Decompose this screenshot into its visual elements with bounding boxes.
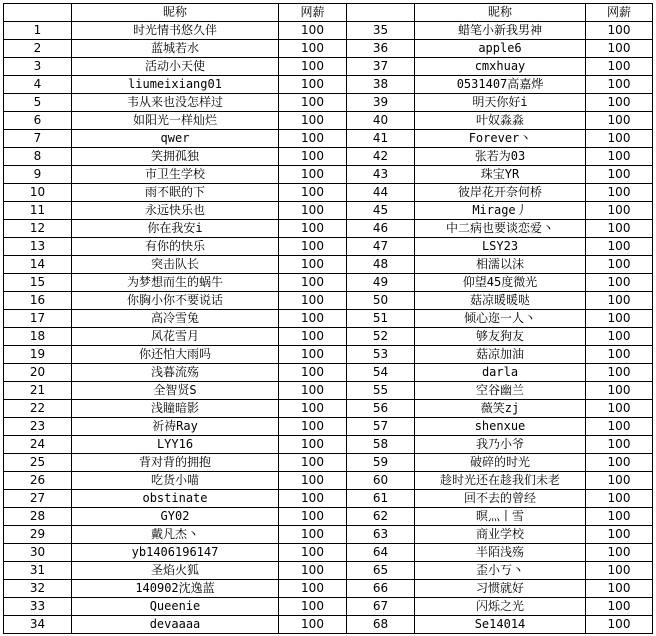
nickname-cell: 高冷雪兔 [72,310,279,328]
row-index-cell: 8 [4,148,72,166]
salary-cell: 100 [279,508,347,526]
row-index-cell: 18 [4,328,72,346]
row-index-cell: 25 [4,454,72,472]
row-index-cell: 43 [347,166,415,184]
row-index-cell: 39 [347,94,415,112]
row-index-cell: 24 [4,436,72,454]
row-index-cell: 64 [347,544,415,562]
nickname-cell: cmxhuay [415,58,586,76]
table-row [4,274,653,292]
row-index-cell: 47 [347,238,415,256]
salary-cell: 100 [586,364,653,382]
nickname-cell: 习惯就好 [415,580,586,598]
nickname-cell: 圣焰火狐 [72,562,279,580]
salary-cell: 100 [586,256,653,274]
salary-cell: 100 [279,274,347,292]
nickname-cell: 戴凡杰丶 [72,526,279,544]
row-index-cell: 15 [4,274,72,292]
nickname-cell: 如阳光一样灿烂 [72,112,279,130]
table-row [4,166,653,184]
nickname-cell: 全智贤S [72,382,279,400]
nickname-salary-table [3,3,653,634]
row-index-cell: 53 [347,346,415,364]
salary-cell: 100 [586,616,653,634]
salary-cell: 100 [586,562,653,580]
salary-cell: 100 [279,76,347,94]
salary-cell: 100 [279,598,347,616]
row-index-cell: 9 [4,166,72,184]
row-index-cell: 6 [4,112,72,130]
salary-cell: 100 [586,76,653,94]
nickname-cell: Forever丶 [415,130,586,148]
salary-cell: 100 [279,148,347,166]
salary-cell: 100 [586,148,653,166]
table-row [4,310,653,328]
row-index-cell: 12 [4,220,72,238]
nickname-cell: 背对背的拥抱 [72,454,279,472]
nickname-cell: liumeixiang01 [72,76,279,94]
nickname-cell: 突击队长 [72,256,279,274]
nickname-cell: 仰望45度微光 [415,274,586,292]
salary-cell: 100 [586,220,653,238]
row-index-cell: 3 [4,58,72,76]
salary-cell: 100 [279,364,347,382]
header-index-right [347,4,415,22]
salary-cell: 100 [279,436,347,454]
row-index-cell: 23 [4,418,72,436]
salary-cell: 100 [586,508,653,526]
nickname-cell: 吃货小喵 [72,472,279,490]
nickname-cell: darla [415,364,586,382]
row-index-cell: 42 [347,148,415,166]
nickname-cell: 趁时光还在趁我们未老 [415,472,586,490]
row-index-cell: 63 [347,526,415,544]
header-index-left [4,4,72,22]
row-index-cell: 27 [4,490,72,508]
salary-cell: 100 [586,382,653,400]
nickname-cell: GY02 [72,508,279,526]
salary-cell: 100 [279,526,347,544]
nickname-cell: Queenie [72,598,279,616]
salary-cell: 100 [279,94,347,112]
nickname-cell: 时光情书悠久伴 [72,22,279,40]
salary-cell: 100 [279,202,347,220]
salary-cell: 100 [279,184,347,202]
salary-cell: 100 [279,454,347,472]
table-row [4,562,653,580]
row-index-cell: 40 [347,112,415,130]
salary-cell: 100 [279,256,347,274]
table-row [4,94,653,112]
nickname-cell: 蓝城若水 [72,40,279,58]
table-row [4,490,653,508]
row-index-cell: 16 [4,292,72,310]
row-index-cell: 45 [347,202,415,220]
nickname-cell: Se14014 [415,616,586,634]
nickname-cell: 你在我安i [72,220,279,238]
row-index-cell: 60 [347,472,415,490]
nickname-cell: 笑拥孤独 [72,148,279,166]
row-index-cell: 2 [4,40,72,58]
table-row [4,454,653,472]
salary-cell: 100 [279,418,347,436]
row-index-cell: 11 [4,202,72,220]
nickname-cell: 风花雪月 [72,328,279,346]
table-row [4,544,653,562]
nickname-cell: qwer [72,130,279,148]
nickname-cell: 雨不眠的下 [72,184,279,202]
salary-cell: 100 [279,58,347,76]
nickname-cell: Mirage丿 [415,202,586,220]
row-index-cell: 48 [347,256,415,274]
row-index-cell: 30 [4,544,72,562]
salary-cell: 100 [279,382,347,400]
salary-cell: 100 [586,454,653,472]
nickname-cell: 市卫生学校 [72,166,279,184]
row-index-cell: 17 [4,310,72,328]
row-index-cell: 7 [4,130,72,148]
nickname-cell: 暝灬丨雪 [415,508,586,526]
table-row [4,292,653,310]
table-row [4,58,653,76]
nickname-cell: 薇笑zj [415,400,586,418]
salary-cell: 100 [586,598,653,616]
nickname-cell: 菇凉暖暖哒 [415,292,586,310]
nickname-cell: shenxue [415,418,586,436]
nickname-cell: 浅瞳暗影 [72,400,279,418]
table-row [4,472,653,490]
nickname-cell: 为梦想而生的蜗牛 [72,274,279,292]
row-index-cell: 31 [4,562,72,580]
nickname-cell: 中二病也要谈恋爱丶 [415,220,586,238]
salary-cell: 100 [279,310,347,328]
table-row [4,76,653,94]
row-index-cell: 10 [4,184,72,202]
row-index-cell: 33 [4,598,72,616]
nickname-cell: 张若为03 [415,148,586,166]
table-row [4,22,653,40]
salary-cell: 100 [586,472,653,490]
salary-cell: 100 [279,346,347,364]
row-index-cell: 57 [347,418,415,436]
salary-cell: 100 [279,238,347,256]
row-index-cell: 34 [4,616,72,634]
row-index-cell: 21 [4,382,72,400]
row-index-cell: 68 [347,616,415,634]
table-row [4,202,653,220]
table-row [4,616,653,634]
salary-cell: 100 [586,490,653,508]
row-index-cell: 55 [347,382,415,400]
nickname-cell: 珠宝YR [415,166,586,184]
nickname-cell: yb1406196147 [72,544,279,562]
salary-cell: 100 [586,310,653,328]
nickname-cell: 蜡笔小新我男神 [415,22,586,40]
salary-cell: 100 [586,274,653,292]
row-index-cell: 22 [4,400,72,418]
row-index-cell: 41 [347,130,415,148]
row-index-cell: 28 [4,508,72,526]
row-index-cell: 62 [347,508,415,526]
nickname-cell: 永远快乐也 [72,202,279,220]
nickname-cell: 0531407高嘉烨 [415,76,586,94]
row-index-cell: 36 [347,40,415,58]
table-row [4,184,653,202]
nickname-cell: 你还怕大雨吗 [72,346,279,364]
table-row [4,598,653,616]
salary-cell: 100 [279,562,347,580]
row-index-cell: 59 [347,454,415,472]
nickname-cell: 歪小丂丶 [415,562,586,580]
salary-cell: 100 [586,166,653,184]
row-index-cell: 5 [4,94,72,112]
row-index-cell: 4 [4,76,72,94]
row-index-cell: 65 [347,562,415,580]
nickname-cell: 叶奴淼淼 [415,112,586,130]
salary-cell: 100 [279,220,347,238]
table-row [4,256,653,274]
table-row [4,580,653,598]
nickname-cell: 你胸小你不要说话 [72,292,279,310]
header-nickname-left: 昵称 [72,4,279,22]
nickname-cell: obstinate [72,490,279,508]
nickname-cell: apple6 [415,40,586,58]
nickname-cell: 明天你好i [415,94,586,112]
nickname-cell: 倾心迩一人丶 [415,310,586,328]
nickname-cell: LYY16 [72,436,279,454]
table-row [4,220,653,238]
row-index-cell: 26 [4,472,72,490]
salary-cell: 100 [279,490,347,508]
salary-cell: 100 [586,202,653,220]
nickname-cell: 商业学校 [415,526,586,544]
salary-cell: 100 [586,418,653,436]
salary-cell: 100 [586,40,653,58]
salary-cell: 100 [279,112,347,130]
table-row [4,148,653,166]
row-index-cell: 32 [4,580,72,598]
row-index-cell: 66 [347,580,415,598]
salary-cell: 100 [279,400,347,418]
table-row [4,526,653,544]
salary-cell: 100 [586,544,653,562]
salary-cell: 100 [586,238,653,256]
row-index-cell: 46 [347,220,415,238]
salary-cell: 100 [586,328,653,346]
row-index-cell: 14 [4,256,72,274]
table-row [4,328,653,346]
row-index-cell: 13 [4,238,72,256]
nickname-cell: 我乃小爷 [415,436,586,454]
table-row [4,40,653,58]
row-index-cell: 58 [347,436,415,454]
table-row [4,382,653,400]
nickname-cell: 菇凉加油 [415,346,586,364]
salary-cell: 100 [586,292,653,310]
table-row [4,400,653,418]
salary-cell: 100 [586,130,653,148]
nickname-cell: 回不去的曾经 [415,490,586,508]
nickname-cell: 彼岸花开奈何桥 [415,184,586,202]
row-index-cell: 1 [4,22,72,40]
row-index-cell: 56 [347,400,415,418]
salary-cell: 100 [586,580,653,598]
nickname-cell: 够友狗友 [415,328,586,346]
nickname-cell: 闪烁之光 [415,598,586,616]
salary-cell: 100 [279,472,347,490]
salary-cell: 100 [279,40,347,58]
salary-cell: 100 [586,436,653,454]
salary-cell: 100 [586,94,653,112]
salary-cell: 100 [279,580,347,598]
header-row [4,4,653,22]
row-index-cell: 67 [347,598,415,616]
salary-cell: 100 [279,616,347,634]
nickname-cell: 相濡以沫 [415,256,586,274]
salary-cell: 100 [279,130,347,148]
row-index-cell: 54 [347,364,415,382]
nickname-cell: 韦从来也没怎样过 [72,94,279,112]
nickname-cell: 祈祷Ray [72,418,279,436]
row-index-cell: 38 [347,76,415,94]
salary-cell: 100 [586,184,653,202]
nickname-cell: 浅暮流殇 [72,364,279,382]
salary-cell: 100 [586,112,653,130]
header-nickname-right: 昵称 [415,4,586,22]
nickname-cell: 有你的快乐 [72,238,279,256]
table-row [4,346,653,364]
table-row [4,364,653,382]
row-index-cell: 61 [347,490,415,508]
nickname-cell: 140902沈逸蓝 [72,580,279,598]
table-row [4,112,653,130]
table-row [4,238,653,256]
table-row [4,130,653,148]
salary-cell: 100 [279,292,347,310]
salary-cell: 100 [279,22,347,40]
salary-cell: 100 [279,166,347,184]
row-index-cell: 52 [347,328,415,346]
row-index-cell: 29 [4,526,72,544]
salary-cell: 100 [586,22,653,40]
salary-cell: 100 [586,346,653,364]
nickname-cell: 半陌浅殇 [415,544,586,562]
nickname-cell: 破碎的时光 [415,454,586,472]
table-row [4,508,653,526]
table-row [4,418,653,436]
row-index-cell: 20 [4,364,72,382]
nickname-cell: devaaaa [72,616,279,634]
row-index-cell: 37 [347,58,415,76]
row-index-cell: 35 [347,22,415,40]
salary-cell: 100 [586,526,653,544]
row-index-cell: 50 [347,292,415,310]
row-index-cell: 49 [347,274,415,292]
nickname-cell: 活动小天使 [72,58,279,76]
nickname-cell: 空谷幽兰 [415,382,586,400]
row-index-cell: 19 [4,346,72,364]
salary-cell: 100 [586,400,653,418]
salary-cell: 100 [279,544,347,562]
table-row [4,436,653,454]
nickname-cell: LSY23 [415,238,586,256]
salary-cell: 100 [279,328,347,346]
header-salary-left: 网薪 [279,4,347,22]
salary-cell: 100 [586,58,653,76]
header-salary-right: 网薪 [586,4,653,22]
row-index-cell: 44 [347,184,415,202]
row-index-cell: 51 [347,310,415,328]
